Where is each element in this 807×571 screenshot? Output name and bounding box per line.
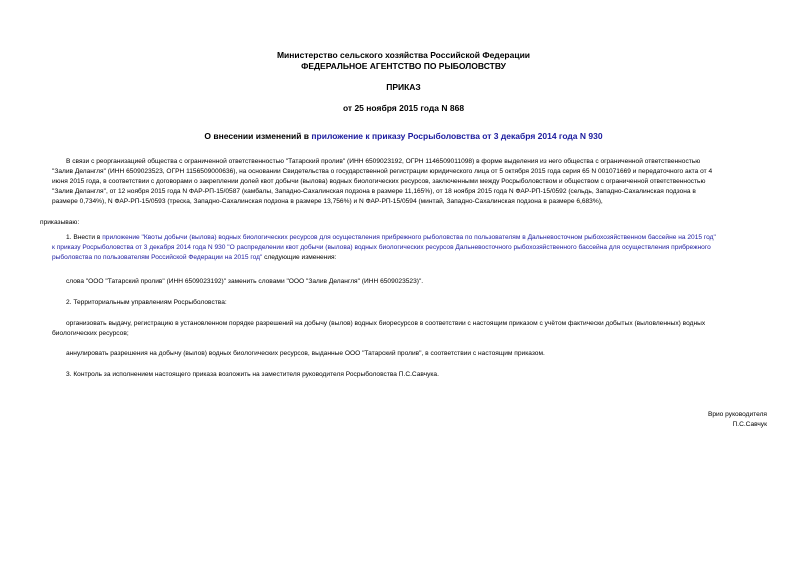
doc-date: от 25 ноября 2015 года N 868	[342, 103, 465, 113]
item-2a-line-1: организовать выдачу, регистрацию в установленном порядке разрешений на добычу (вылов) водных биоресурсов в соответствии с настоящим приказом с учётом фактически добытых (выловленных) водных	[66, 320, 706, 327]
preamble-line-5: размере 0,734%), N ФАР-РП-15/0593 (треска, Западно-Сахалинская подзона в размере 13,756%) и N ФАР-РП-15/0594 (минтай, Западно-Сахалинская подзона в размере 6,683%),	[52, 198, 603, 205]
item-2b: аннулировать разрешения на добычу (вылов) водных биологических ресурсов, выданные ООО "Татарский пролив", в соответствии с настоящим приказом.	[66, 350, 545, 357]
replace-text: слова "ООО "Татарский пролив" (ИНН 6509023192)" заменить словами "ООО "Залив Делангля" (ИНН 6509023523)".	[66, 278, 424, 285]
item-1-line-3	[52, 253, 770, 264]
item-2: 2. Территориальным управлениям Росрыболовства:	[66, 299, 227, 306]
item-1-line-1	[52, 233, 770, 244]
preamble-line-3: июня 2015 года, в соответствии с договорами о закреплении долей квот добычи (вылова) водных биологических ресурсов, заключенными между Росрыболовством и обществом с ограниченной ответственностью	[52, 178, 706, 185]
signature-position: Врио руководителя	[707, 411, 767, 418]
preamble-line-4: "Залив Делангля", от 12 ноября 2015 года N ФАР-РП-15/0587 (камбалы, Западно-Сахалинская подзона в размере 11,165%), от 18 ноября 2015 года N ФАР-РП-15/0592 (сельдь, Западно-Сахалинская подзона в	[52, 188, 696, 195]
agency-name: ФЕДЕРАЛЬНОЕ АГЕНТСТВО ПО РЫБОЛОВСТВУ	[301, 61, 506, 71]
item-1-line-2	[52, 243, 770, 254]
item-1-prefix: 1. Внести в	[66, 234, 103, 241]
doc-title-link[interactable]: приложение к приказу Росрыболовства от 3 декабря 2014 года N 930	[311, 131, 603, 141]
ministry-name: Министерство сельского хозяйства Российской Федерации	[276, 50, 531, 60]
signature-name: П.С.Савчук	[732, 421, 767, 428]
doc-type: ПРИКАЗ	[386, 82, 421, 92]
item-2a-line-2: биологических ресурсов;	[52, 330, 129, 337]
item-1-suffix: следующие изменения:	[262, 254, 337, 261]
doc-title-prefix: О внесении изменений в	[204, 131, 312, 141]
order-word: приказываю:	[40, 219, 80, 226]
item-1-link-order-part1[interactable]: к приказу Росрыболовства от 3 декабря 2014 года N 930 "О распределении квот добычи (вылова) водных биологических ресурсов Дальневосточного рыбохозяйственного бассейна для осуществления прибрежного	[52, 244, 711, 251]
preamble-line-1: В связи с реорганизацией общества с ограниченной ответственностью "Татарский пролив" (ИНН 6509023192, ОГРН 1146509011098) в форме выделения из него общества с ограниченной ответственностью	[66, 158, 701, 165]
doc-title	[0, 131, 807, 142]
preamble-line-2: "Залив Делангля" (ИНН 6509023523, ОГРН 1156509000636), на основании Свидетельства о государственной регистрации юридического лица от 5 октября 2015 года серия 65 N 001071669 и передаточного акта от 4	[52, 168, 713, 175]
item-3: 3. Контроль за исполнением настоящего приказа возложить на заместителя руководителя Росрыболовства П.С.Савчука.	[66, 371, 439, 378]
item-1-link-appendix[interactable]: приложение "Квоты добычи (вылова) водных биологических ресурсов для осуществления прибрежного рыболовства по пользователям в Дальневосточном рыбохозяйственном бассейне на 2015 год"	[102, 234, 716, 241]
item-1-link-order-part2[interactable]: рыболовства по пользователям Российской Федерации на 2015 год"	[52, 254, 263, 261]
